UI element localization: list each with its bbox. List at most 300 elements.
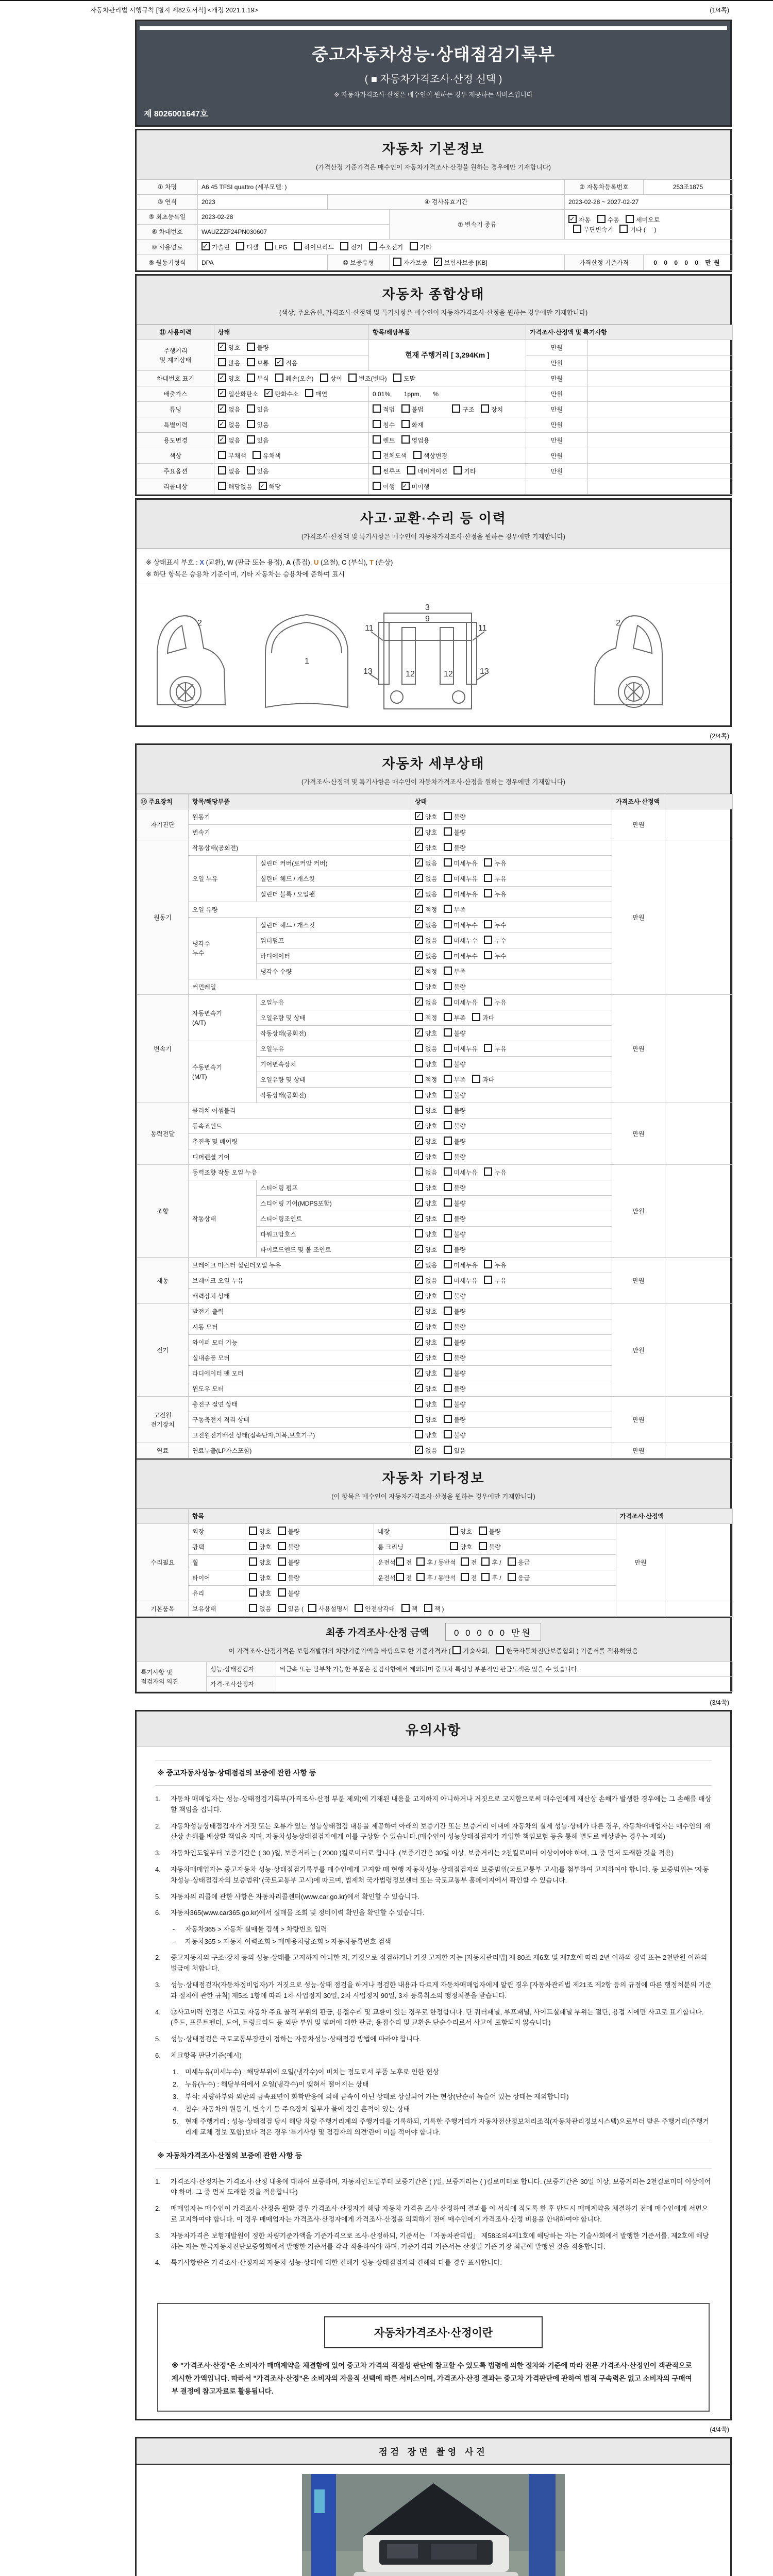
notice-item-number: 2. [155,1954,161,1962]
notice-body [137,1747,730,2287]
checkbox-unchecked[interactable] [479,1542,487,1550]
checkbox-unchecked[interactable] [484,874,492,882]
check-cell[interactable]: 양호 불량 [411,979,612,995]
cell [588,479,733,495]
check-cell[interactable]: 없음 있음 ( 사용설명서 안전삼각대 잭 잭 ) [245,1601,616,1617]
checkbox-unchecked[interactable] [305,389,313,397]
check-cell[interactable]: ✓ 양호 불량 [411,1289,612,1304]
checkbox-unchecked[interactable] [444,1245,452,1253]
check-cell[interactable]: 적정 부족 과다 [411,1072,612,1088]
checkbox-unchecked[interactable] [444,1291,452,1299]
checkbox-unchecked[interactable] [444,1044,452,1052]
checkbox-checked[interactable] [218,404,226,413]
check-cell[interactable]: ✓ 없음 미세누수 누수 [411,918,612,933]
checkbox-checked[interactable] [415,874,423,882]
check-cell[interactable]: ✓ 없음 미세누유 누유 [411,871,612,887]
checkbox-checked[interactable] [259,482,267,490]
checkbox-checked[interactable] [415,1214,423,1222]
checkbox-unchecked[interactable] [278,1588,286,1597]
cell: ⑦ 변속기 종류 [390,210,565,240]
checkbox-checked[interactable] [264,389,273,397]
check-cell[interactable]: ✓ 없음 미세누유 누유 [411,887,612,902]
checkbox-unchecked[interactable] [444,812,452,820]
notice-subitem [173,2067,712,2077]
checkbox-unchecked[interactable] [348,374,357,382]
checkbox-unchecked[interactable] [278,1604,286,1612]
checkbox-unchecked[interactable] [415,1183,423,1191]
checkbox-unchecked[interactable] [415,1106,423,1114]
check-cell[interactable]: ✓ 양호 불량 [411,1134,612,1149]
checkbox-unchecked[interactable] [444,967,452,975]
page-marker-3: (3/4쪽) [710,1699,729,1706]
checkbox-unchecked[interactable] [444,1152,452,1160]
checkbox-checked[interactable] [415,1307,423,1315]
checkbox-checked[interactable] [415,1337,423,1346]
checkbox-unchecked[interactable] [247,466,255,474]
checkbox-unchecked[interactable] [396,1573,404,1581]
check-cell[interactable]: ✓ 가솔린 디젤 LPG 하이브리드 전기 수소전기 기타 [198,240,733,255]
checkbox-checked[interactable] [415,1353,423,1361]
check-cell[interactable]: ✓ 없음 있음 [214,402,369,417]
checkbox-unchecked[interactable] [444,920,452,928]
checkbox-unchecked[interactable] [355,1604,363,1612]
notice-item [155,1821,712,1843]
checkbox-unchecked[interactable] [484,858,492,867]
checkbox-checked[interactable] [415,1368,423,1377]
checkbox-unchecked[interactable] [461,1557,469,1566]
checkbox-unchecked[interactable] [247,404,255,413]
check-cell[interactable]: 적정 부족 과다 [411,1010,612,1026]
checkbox-unchecked[interactable] [444,1430,452,1438]
checkbox-unchecked[interactable] [508,1573,516,1581]
checkbox-checked[interactable] [415,827,423,836]
checkbox-unchecked[interactable] [247,358,255,366]
checkbox-checked[interactable] [415,905,423,913]
checkbox-unchecked[interactable] [247,420,255,428]
checkbox-unchecked[interactable] [444,874,452,882]
checkbox-unchecked[interactable] [444,1399,452,1408]
checkbox-checked[interactable] [415,1137,423,1145]
checkbox-unchecked[interactable] [444,1260,452,1268]
checkbox-unchecked[interactable] [424,1604,432,1612]
check-cell[interactable]: ✓ 양호 불량 [411,1350,612,1366]
checkbox-checked[interactable] [415,920,423,928]
check-cell[interactable]: ✓ 양호 불량 [411,840,612,856]
checkbox-unchecked[interactable] [484,1167,492,1176]
notice-item [155,1908,712,1919]
checkbox-checked[interactable] [218,435,226,444]
checkbox-unchecked[interactable] [484,889,492,897]
checkbox-unchecked[interactable] [444,1183,452,1191]
check-cell[interactable]: ✓ 양호 불량 [411,1381,612,1397]
checkbox-unchecked[interactable] [479,1527,487,1535]
checkbox-unchecked[interactable] [484,1276,492,1284]
checkbox-unchecked[interactable] [249,1527,257,1535]
check-cell[interactable]: ✓ 일산화탄소 ✓탄화수소 매연 [214,386,369,402]
checkbox-unchecked[interactable] [444,1121,452,1129]
check-cell[interactable]: 양호 불량 [446,1539,616,1555]
check-cell[interactable]: 썬루프 네비게이션 기타 [369,464,526,479]
checkbox-unchecked[interactable] [444,1353,452,1361]
notice-item-text: 성능·상태점검은 국토교통부장관이 정하는 자동차성능·상태점검 방법에 따라야 합니다. [171,2035,422,2043]
cell: ⑩ 보증유형 [328,255,390,270]
checkbox-checked[interactable] [415,1322,423,1330]
section-accident [135,498,732,727]
checkbox-checked[interactable] [415,858,423,867]
checkbox-unchecked[interactable] [415,1415,423,1423]
document-number: 제 8026001647호 [144,110,208,118]
checkbox-unchecked[interactable] [508,1557,516,1566]
check-cell[interactable]: 양호 불량 [411,1428,612,1443]
checkbox-unchecked[interactable] [415,1013,423,1021]
checkbox-unchecked[interactable] [444,1384,452,1392]
cell: 냉각수 수량 [257,964,411,979]
checkbox-unchecked[interactable] [373,420,381,428]
checkbox-unchecked[interactable] [249,1557,257,1566]
check-cell[interactable]: 침수 화재 [369,417,526,433]
cell: 만원 [526,371,588,386]
overall-condition-table [137,325,730,495]
cell: A6 45 TFSI quattro (세부모델: ) [198,180,565,195]
checkbox-unchecked[interactable] [481,1557,490,1566]
checkbox-unchecked[interactable] [444,951,452,959]
cell: ② 자동차등록번호 [565,180,644,195]
checkbox-unchecked[interactable] [396,1557,404,1566]
checkbox-unchecked[interactable] [415,1044,423,1052]
check-cell[interactable]: ✓ 없음 미세누유 누유 [411,1258,612,1273]
check-cell[interactable]: ✓ 양호 불량 [411,1026,612,1041]
checkbox-unchecked[interactable] [249,1588,257,1597]
checkbox-unchecked[interactable] [373,466,381,474]
checkbox-unchecked[interactable] [444,1059,452,1067]
checkbox-unchecked[interactable] [415,1430,423,1438]
checkbox-unchecked[interactable] [444,997,452,1006]
cell: 자기진단 [137,809,189,840]
checkbox-checked[interactable] [415,1291,423,1299]
checkbox-unchecked[interactable] [597,215,606,223]
checkbox-unchecked[interactable] [444,936,452,944]
checkbox-unchecked[interactable] [415,1399,423,1408]
checkbox-unchecked[interactable] [444,1028,452,1037]
checkbox-unchecked[interactable] [236,242,244,250]
checkbox-unchecked[interactable] [450,1542,458,1550]
checkbox-unchecked[interactable] [472,1013,480,1021]
table-row [137,809,733,825]
notice-item-text: ⑫사고이력 인정은 사고로 자동차 주요 골격 부위의 판금, 용접수리 및 교환이 있는 경우로 한정합니다. 단 쿼터패널, 루프패널, 사이드실패널 부위는 절단, 용접 시에만 사고로 표기합니다. (후드, 프론트펜더, 도어, 트렁크리드 등 외판 부위 및 범퍼에 대한 판금, 용접수리 및 교환은 단순수리로서 사고에 포함되지 않습니다) [171,2008,704,2027]
checkbox-unchecked[interactable] [415,1229,423,1238]
checkbox-unchecked[interactable] [218,358,226,366]
check-cell[interactable]: ✓ 없음 미세누유 누유 [411,856,612,871]
checkbox-checked[interactable] [415,1152,423,1160]
checkbox-checked[interactable] [415,1121,423,1129]
checkbox-unchecked[interactable] [444,1075,452,1083]
notice-item-text: 자동차의 리콜에 관한 사항은 자동차리콜센터(www.car.go.kr)에서 확인할 수 있습니다. [171,1892,419,1901]
check-cell[interactable]: 양호 불량 [411,1412,612,1428]
checkbox-unchecked[interactable] [484,936,492,944]
checkbox-checked[interactable] [201,242,210,250]
checkbox-checked[interactable] [218,343,226,351]
checkbox-checked[interactable] [401,482,410,490]
checkbox-unchecked[interactable] [444,843,452,851]
checkbox-unchecked[interactable] [619,225,628,233]
checkbox-unchecked[interactable] [481,404,489,413]
checkbox-checked[interactable] [218,420,226,428]
checkbox-unchecked[interactable] [484,1044,492,1052]
check-cell[interactable]: ✓ 없음 있음 [214,417,369,433]
check-cell[interactable]: 양호 불량 [245,1570,374,1586]
checkbox-unchecked[interactable] [247,343,255,351]
checkbox-checked[interactable] [415,967,423,975]
checkbox-unchecked[interactable] [444,1307,452,1315]
checkbox-checked[interactable] [218,374,226,382]
check-cell[interactable]: 없음 미세누유 누유 [411,1041,612,1057]
check-cell[interactable]: ✓ 양호 불량 [411,1149,612,1165]
checkbox-unchecked[interactable] [444,1446,452,1454]
check-cell[interactable]: ✓자동 수동 세미오토 무단변속기 기타 ( ) [565,210,733,240]
checkbox-unchecked[interactable] [496,1646,504,1654]
check-cell[interactable]: 자가보증 ✓보험사보증 [KB] [390,255,565,270]
checkbox-unchecked[interactable] [294,242,302,250]
checkbox-unchecked[interactable] [373,435,381,444]
checkbox-unchecked[interactable] [461,1573,469,1581]
check-cell[interactable]: 양호 불량 [411,1057,612,1072]
section-notice [135,1710,732,2420]
checkbox-unchecked[interactable] [373,451,381,459]
checkbox-unchecked[interactable] [444,1337,452,1346]
checkbox-unchecked[interactable] [444,1276,452,1284]
checkbox-checked[interactable] [415,889,423,897]
checkbox-unchecked[interactable] [444,1137,452,1145]
checkbox-unchecked[interactable] [265,242,273,250]
section-detail [135,743,732,1693]
checkbox-checked[interactable] [275,358,283,366]
checkbox-unchecked[interactable] [218,466,226,474]
checkbox-unchecked[interactable] [247,435,255,444]
checkbox-checked[interactable] [415,1446,423,1454]
checkbox-unchecked[interactable] [444,1415,452,1423]
cell: 만원 [616,1524,665,1601]
check-cell[interactable]: ✓ 없음 미세누유 누유 [411,1273,612,1289]
notice-item [155,2258,712,2268]
check-cell[interactable]: ✓ 양호 불량 [411,1196,612,1211]
checkbox-unchecked[interactable] [484,951,492,959]
notice-subitem [173,2092,712,2102]
check-cell[interactable]: ✓ 적정 부족 [411,902,612,918]
check-cell[interactable]: ✓ 없음 미세누유 누유 [411,995,612,1010]
checkbox-unchecked[interactable] [444,905,452,913]
cell: 가격산정 기준가격 [565,255,644,270]
checkbox-unchecked[interactable] [401,1604,410,1612]
check-cell[interactable]: ✓ 양호 부식 훼손(오손) 상이 변조(변타) 도말 [214,371,526,386]
check-cell[interactable]: 없음 있음 [214,464,369,479]
check-cell[interactable]: 양호 불량 [411,1180,612,1196]
checkbox-unchecked[interactable] [444,982,452,990]
checkbox-unchecked[interactable] [444,1198,452,1207]
checkbox-unchecked[interactable] [247,374,255,382]
cell: 항목/해당부품 [189,794,411,809]
checkbox-checked[interactable] [415,1245,423,1253]
cell [588,371,733,386]
checkbox-unchecked[interactable] [249,1573,257,1581]
check-cell[interactable]: ✓ 양호 불량 [411,1118,612,1134]
checkbox-unchecked[interactable] [393,258,401,266]
check-cell[interactable]: 없음 미세누유 누유 [411,1165,612,1180]
checkbox-unchecked[interactable] [249,1604,257,1612]
table-row [137,402,733,417]
checkbox-unchecked[interactable] [308,1604,316,1612]
check-cell[interactable]: 운전석 전 후 / 동반석 전 후 / 응급 [374,1570,616,1586]
check-cell[interactable]: 양호 불량 [411,1227,612,1242]
checkbox-unchecked[interactable] [415,1090,423,1098]
check-cell[interactable]: 양호 불량 [245,1586,616,1601]
checkbox-unchecked[interactable] [253,451,261,459]
special-remarks-table [137,1662,730,1692]
checkbox-unchecked[interactable] [416,1573,425,1581]
checkbox-checked[interactable] [415,936,423,944]
checkbox-unchecked[interactable] [444,1322,452,1330]
checkbox-unchecked[interactable] [373,404,381,413]
checkbox-unchecked[interactable] [444,858,452,867]
detail-condition-table [137,794,730,1459]
checkbox-unchecked[interactable] [484,997,492,1006]
checkbox-unchecked[interactable] [401,420,410,428]
checkbox-checked[interactable] [218,389,226,397]
cell: 만원 [526,355,588,371]
check-cell[interactable]: ✓ 양호 불량 [411,809,612,825]
notice-item-number: 1. [155,2177,161,2185]
check-cell[interactable]: 이행 ✓미이행 [369,479,526,495]
checkbox-unchecked[interactable] [444,827,452,836]
check-cell[interactable]: 전체도색 색상변경 [369,448,526,464]
checkbox-unchecked[interactable] [484,920,492,928]
checkbox-unchecked[interactable] [484,1260,492,1268]
check-cell[interactable]: 양호 불량 [446,1524,616,1539]
cell: 실린더 헤드 / 개스킷 [257,871,411,887]
checkbox-unchecked[interactable] [453,466,462,474]
checkbox-unchecked[interactable] [410,242,418,250]
check-cell[interactable]: ✓ 없음 있음 [411,1443,612,1459]
check-cell[interactable]: 많음 보통 ✓적음 [214,355,369,371]
checkbox-unchecked[interactable] [415,1075,423,1083]
checkbox-checked[interactable] [415,1198,423,1207]
checkbox-unchecked[interactable] [444,1090,452,1098]
checkbox-checked[interactable] [415,997,423,1006]
form-table [137,179,733,270]
check-cell[interactable]: ✓ 없음 미세누수 누수 [411,948,612,964]
checkbox-checked[interactable] [415,951,423,959]
checkbox-checked[interactable] [568,215,577,223]
checkbox-unchecked[interactable] [415,982,423,990]
checkbox-unchecked[interactable] [373,482,381,490]
checkbox-unchecked[interactable] [275,374,283,382]
checkbox-unchecked[interactable] [218,451,226,459]
checkbox-checked[interactable] [415,1028,423,1037]
cell: 작동상태 [189,1180,257,1258]
checkbox-unchecked[interactable] [249,1542,257,1550]
check-cell[interactable]: ✓양호 불량 [214,340,369,355]
check-cell[interactable]: ✓ 양호 불량 [411,825,612,840]
checkbox-checked[interactable] [415,812,423,820]
checkbox-unchecked[interactable] [573,225,581,233]
checkbox-unchecked[interactable] [278,1573,286,1581]
checkbox-checked[interactable] [434,258,442,266]
checkbox-unchecked[interactable] [444,1368,452,1377]
checkbox-unchecked[interactable] [278,1527,286,1535]
checkbox-checked[interactable] [415,1384,423,1392]
check-cell[interactable]: 양호 불량 [245,1555,374,1570]
table-row [137,1258,733,1273]
checkbox-unchecked[interactable] [278,1542,286,1550]
checkbox-unchecked[interactable] [340,242,348,250]
check-cell[interactable]: 양호 불량 [245,1539,374,1555]
checkbox-unchecked[interactable] [407,466,415,474]
check-cell[interactable]: 운전석 전 후 / 동반석 전 후 / 응급 [374,1555,616,1570]
check-cell[interactable]: 무채색 유채색 [214,448,369,464]
checkbox-unchecked[interactable] [401,404,410,413]
check-cell[interactable]: 양호 불량 [245,1524,374,1539]
checkbox-checked[interactable] [415,843,423,851]
checkbox-unchecked[interactable] [444,1229,452,1238]
check-cell[interactable]: 해당없음 ✓해당 [214,479,369,495]
checkbox-unchecked[interactable] [401,435,410,444]
cell: 변속기 [189,825,411,840]
checkbox-checked[interactable] [415,1276,423,1284]
checkbox-unchecked[interactable] [444,1013,452,1021]
section-notice-title: 유의사항 [405,1722,462,1738]
cell: DPA [198,255,328,270]
check-cell[interactable]: ✓ 적정 부족 [411,964,612,979]
notice-item [155,2034,712,2045]
checkbox-unchecked[interactable] [452,1646,461,1654]
checkbox-unchecked[interactable] [369,242,377,250]
checkbox-unchecked[interactable] [444,1167,452,1176]
check-cell[interactable]: ✓ 양호 불량 [411,1211,612,1227]
checkbox-unchecked[interactable] [415,1167,423,1176]
checkbox-unchecked[interactable] [472,1075,480,1083]
checkbox-unchecked[interactable] [450,1527,458,1535]
check-cell[interactable]: ✓ 양호 불량 [411,1304,612,1319]
checkbox-unchecked[interactable] [444,1214,452,1222]
check-cell[interactable]: 적법 불법 구조 장치 [369,402,526,417]
check-cell[interactable]: ✓ 양호 불량 [411,1366,612,1381]
checkbox-unchecked[interactable] [218,482,226,490]
check-cell[interactable]: 양호 불량 [411,1397,612,1412]
checkbox-unchecked[interactable] [444,889,452,897]
notice-item-number: 3. [155,1981,161,1989]
checkbox-unchecked[interactable] [416,1557,425,1566]
check-cell[interactable]: 렌트 영업용 [369,433,526,448]
checkbox-checked[interactable] [415,1260,423,1268]
cell [665,1103,733,1165]
check-cell[interactable]: 양호 불량 [411,1088,612,1103]
check-cell[interactable]: ✓ 양호 불량 [411,1335,612,1350]
checkbox-unchecked[interactable] [413,451,422,459]
check-cell[interactable]: ✓ 양호 불량 [411,1319,612,1335]
checkbox-unchecked[interactable] [320,374,328,382]
check-cell[interactable]: ✓ 없음 미세누수 누수 [411,933,612,948]
table-row [137,1662,733,1677]
checkbox-unchecked[interactable] [452,404,460,413]
checkbox-unchecked[interactable] [415,1059,423,1067]
check-cell[interactable]: ✓ 양호 불량 [411,1242,612,1258]
checkbox-unchecked[interactable] [626,215,634,223]
checkbox-unchecked[interactable] [481,1573,490,1581]
checkbox-unchecked[interactable] [444,1106,452,1114]
checkbox-unchecked[interactable] [393,374,401,382]
checkbox-unchecked[interactable] [278,1557,286,1566]
check-cell[interactable]: 양호 불량 [411,1103,612,1118]
check-cell[interactable]: ✓ 없음 있음 [214,433,369,448]
